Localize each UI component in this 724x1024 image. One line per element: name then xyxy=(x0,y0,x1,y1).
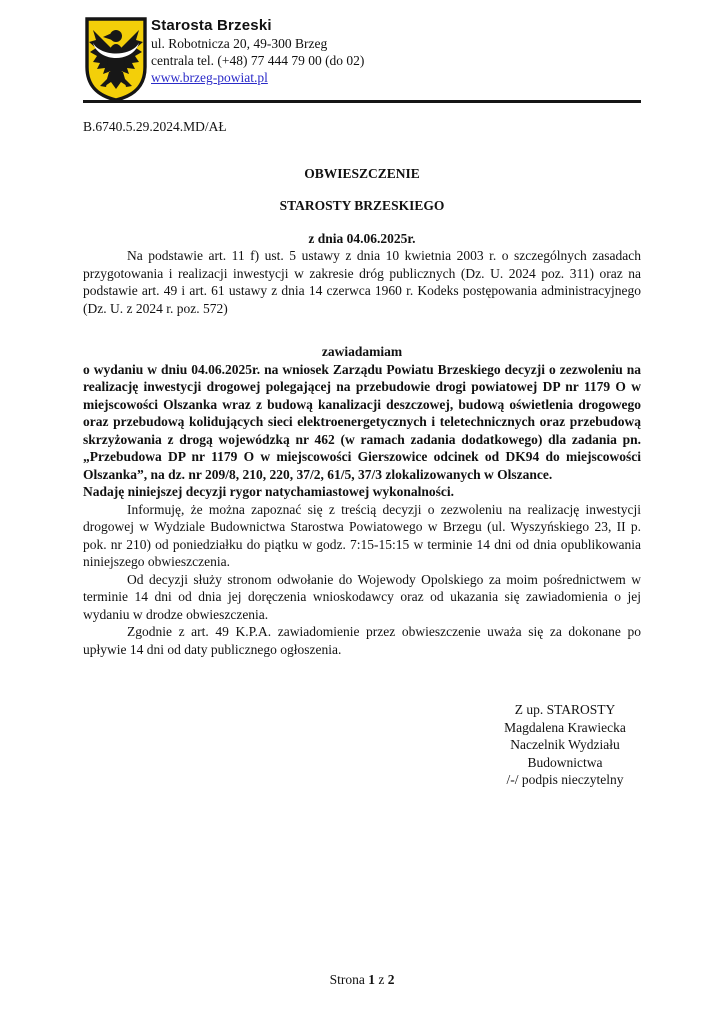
signature-role-line1: Naczelnik Wydziału xyxy=(510,737,620,752)
page-footer xyxy=(0,971,724,989)
signature-authority: Z up. STAROSTY xyxy=(514,702,616,717)
org-name: Starosta Brzeski xyxy=(151,17,272,34)
signature-name: Magdalena Krawiecka xyxy=(504,719,626,735)
signature-note: /-/ podpis nieczytelny xyxy=(506,772,624,787)
paragraph-kpa-clause: Zgodnie z art. 49 K.P.A. zawiadomienie przez obwieszczenie uważa się za dokonane po upływie 14 dni od daty publicznego ogłoszenia. xyxy=(83,624,641,657)
paragraph-legal-basis: Na podstawie art. 11 f) ust. 5 ustawy z dnia 10 kwietnia 2003 r. o szczególnych zasadach przygotowania i realizacji inwestycji w zakresie dróg publicznych (Dz. U. 2024 poz. 311) oraz na podstawie art. 49 i art. 61 ustawy z dnia 14 czerwca 1960 r. Kodeks postępowania administracyjnego (Dz. U. z 2024 r. poz. 572) xyxy=(83,248,641,316)
footer-page-number: 1 xyxy=(368,972,375,987)
letterhead xyxy=(83,0,641,103)
org-address: ul. Robotnicza 20, 49-300 Brzeg xyxy=(151,36,328,51)
title-obwieszczenie: OBWIESZCZENIE xyxy=(304,165,420,181)
signature-block xyxy=(481,701,649,789)
paragraph-appeal-info: Od decyzji służy stronom odwołanie do Wojewody Opolskiego za moim pośrednictwem w terminie 14 dni od dnia jej doręczenia wnioskodawcy oraz od ukazania się zawiadomienia o jej wydaniu w drodze obwieszczenia. xyxy=(83,571,641,622)
footer-total-pages: 2 xyxy=(387,972,395,987)
signature-role-line2: Budownictwa xyxy=(527,754,603,770)
footer-of-word: z xyxy=(378,972,385,987)
paragraph-inspection-info: Informuję, że można zapoznać się z treścią decyzji o zezwoleniu na realizację inwestycji drogowej w Wydziale Budownictwa Starostwa Powiatowego w Brzegu (ul. Wyszyńskiego 23, II p. pok. nr 210) od poniedziałku do piątku w godz. 7:15-15:15 w terminie 14 dni od dnia opublikowania niniejszego obwieszczenia. xyxy=(83,501,641,569)
footer-page-word: Strona xyxy=(329,972,365,987)
coat-of-arms-icon xyxy=(84,16,148,103)
title-starosty: STAROSTY BRZESKIEGO xyxy=(279,198,445,213)
paragraph-rigor-clause: Nadaję niniejszej decyzji rygor natychamiastowej wykonalności. xyxy=(83,484,454,499)
letterhead-text xyxy=(151,17,364,86)
org-phone: centrala tel. (+48) 77 444 79 00 (do 02) xyxy=(151,53,365,68)
title-date: z dnia 04.06.2025r. xyxy=(308,230,416,246)
paragraph-decision: o wydaniu w dniu 04.06.2025r. na wniosek Zarządu Powiatu Brzeskiego decyzji o zezwoleniu na realizację inwestycji drogowej polegającej na przebudowie drogi powiatowej DP nr 1179 O w miejscowości Olszanka wraz z budową kanalizacji deszczowej, budową oświetlenia drogowego oraz przebudową kolidujących sieci elektroenergetycznych i teletechnicznych oraz przebudową skrzyżowania z drogą wojewódzką nr 462 (w ramach zadania dodatkowego) dla zadania pn. „Przebudowa DP nr 1179 O w miejscowości Gierszowice odcinek od DK94 do miejscowości Olszanka”, na dz. nr 209/8, 210, 220, 37/2, 61/5, 37/3 zlokalizowanych w Olszance. xyxy=(83,361,641,482)
notification-word: zawiadamiam xyxy=(321,344,403,359)
org-website-link[interactable]: www.brzeg-powiat.pl xyxy=(151,70,268,85)
reference-number: B.6740.5.29.2024.MD/AŁ xyxy=(83,119,227,134)
